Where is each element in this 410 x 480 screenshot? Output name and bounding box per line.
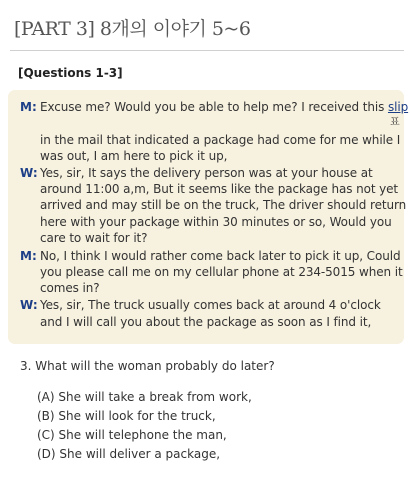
vocab-word-slip[interactable]: slip — [387, 100, 409, 114]
speaker-label-woman: W: — [20, 166, 38, 180]
answer-choice-b[interactable]: (B) She will look for the truck, — [37, 409, 216, 423]
page-title: [PART 3] 8개의 이야기 5~6 — [14, 18, 251, 40]
dialogue-line — [40, 99, 408, 115]
dialogue-line: around 11:00 a,m, But it seems like the package has not yet — [40, 182, 399, 196]
section-header: [Questions 1-3] — [18, 66, 123, 80]
dialogue-line: was out, I am here to pick it up, — [40, 149, 228, 163]
dialogue-line: and I will call you about the package as soon as I find it, — [40, 315, 372, 329]
speaker-label-man: M: — [20, 100, 37, 114]
dialogue-box — [8, 90, 409, 344]
dialogue-line: arrived and may still be on the truck, The driver should return — [40, 198, 407, 212]
dialogue-text: Excuse me? Would you be able to help me? I received this — [40, 100, 388, 114]
dialogue-line: Yes, sir, It says the delivery person was at your house at — [40, 166, 373, 180]
question-text: 3. What will the woman probably do later? — [20, 359, 275, 373]
speaker-label-woman: W: — [20, 298, 38, 312]
dialogue-line: in the mail that indicated a package had come for me while I — [40, 133, 401, 147]
dialogue-line: No, I think I would rather come back later to pick it up, Could — [40, 249, 401, 263]
title-divider — [10, 50, 404, 51]
answer-choice-a[interactable]: (A) She will take a break from work, — [37, 390, 252, 404]
answer-choice-d[interactable]: (D) She will deliver a package, — [37, 447, 221, 461]
dialogue-line: comes in? — [40, 281, 100, 295]
answer-choice-c[interactable]: (C) She will telephone the man, — [37, 428, 227, 442]
speaker-label-man: M: — [20, 249, 37, 263]
dialogue-line: Yes, sir, The truck usually comes back at around 4 o'clock — [40, 298, 381, 312]
vocab-gloss: 표 — [390, 117, 400, 128]
dialogue-line: here with your package within 30 minutes or so, Would you — [40, 215, 392, 229]
dialogue-line: care to wait for it? — [40, 231, 148, 245]
dialogue-line: you please call me on my cellular phone at 234-5015 when it — [40, 265, 403, 279]
